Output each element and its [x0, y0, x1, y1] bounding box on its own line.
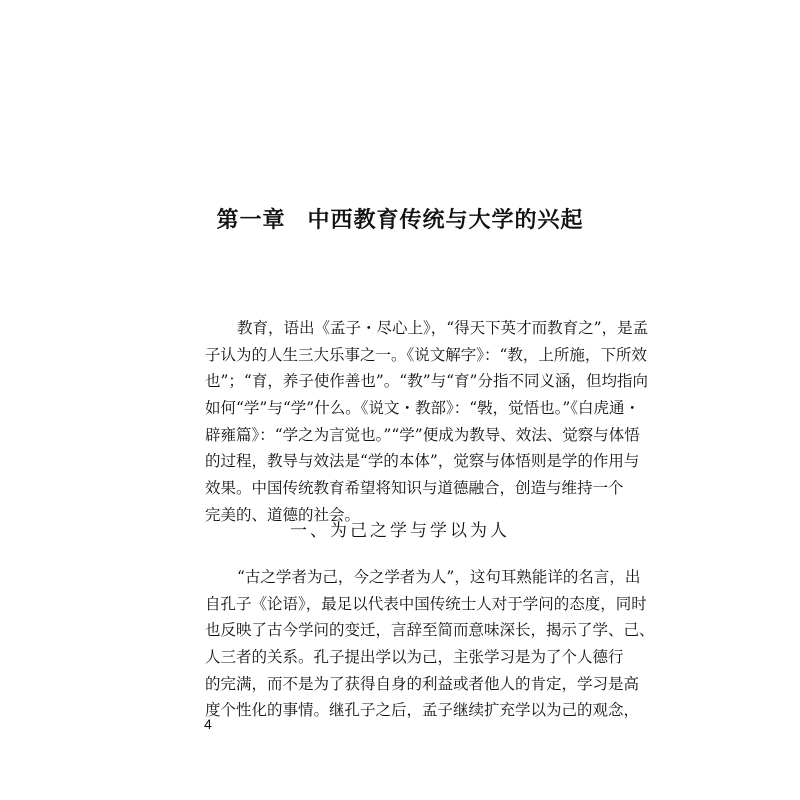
chapter-title: [0, 203, 800, 234]
text-line: 教育，语出《孟子・尽心上》，“得天下英才而教育之”，是孟: [237, 319, 649, 337]
text-line: 的完满，而不是为了获得自身的利益或者他人的肯定，学习是高: [205, 674, 640, 693]
page-number: 4: [204, 716, 212, 732]
text-line: 辟雍篇》：“学之为言觉也。”“学”便成为教导、效法、觉察与体悟: [205, 425, 640, 444]
text-line: 自孔子《论语》，最足以代表中国传统士人对于学问的态度，同时: [205, 594, 647, 613]
chapter-title-text: 中西教育传统与大学的兴起: [307, 207, 584, 233]
section-heading: 一、为己之学与学以为人: [290, 521, 510, 541]
paragraph-1: [205, 315, 649, 529]
text-line: 度个性化的事情。继孔子之后，孟子继续扩充学以为己的观念，: [205, 701, 640, 720]
text-line: “古之学者为己，今之学者为人”，这句耳熟能详的名言，出: [237, 568, 641, 586]
text-line: 如何“学”与“学”什么。《说文・教部》：“斅，觉悟也。”《白虎通・: [205, 399, 641, 418]
text-line: 效果。中国传统教育希望将知识与道德融合，创造与维持一个: [205, 479, 624, 498]
text-line: 的过程，教导与效法是“学的本体”，觉察与体悟则是学的作用与: [205, 452, 640, 471]
text-line: 也”；“育，养子使作善也”。“教”与“育”分指不同义涵，但均指向: [205, 372, 648, 391]
chapter-number: 第一章: [216, 207, 286, 233]
text-line: 完美的、道德的社会。: [205, 505, 361, 524]
paragraph-2: [205, 564, 655, 724]
text-line: 子认为的人生三大乐事之一。《说文解字》：“教，上所施，下所效: [205, 345, 647, 364]
text-line: 人三者的关系。孔子提出学以为己，主张学习是为了个人德行: [205, 648, 624, 667]
text-line: 也反映了古今学问的变迁，言辞至简而意味深长，揭示了学、己、: [205, 621, 655, 640]
